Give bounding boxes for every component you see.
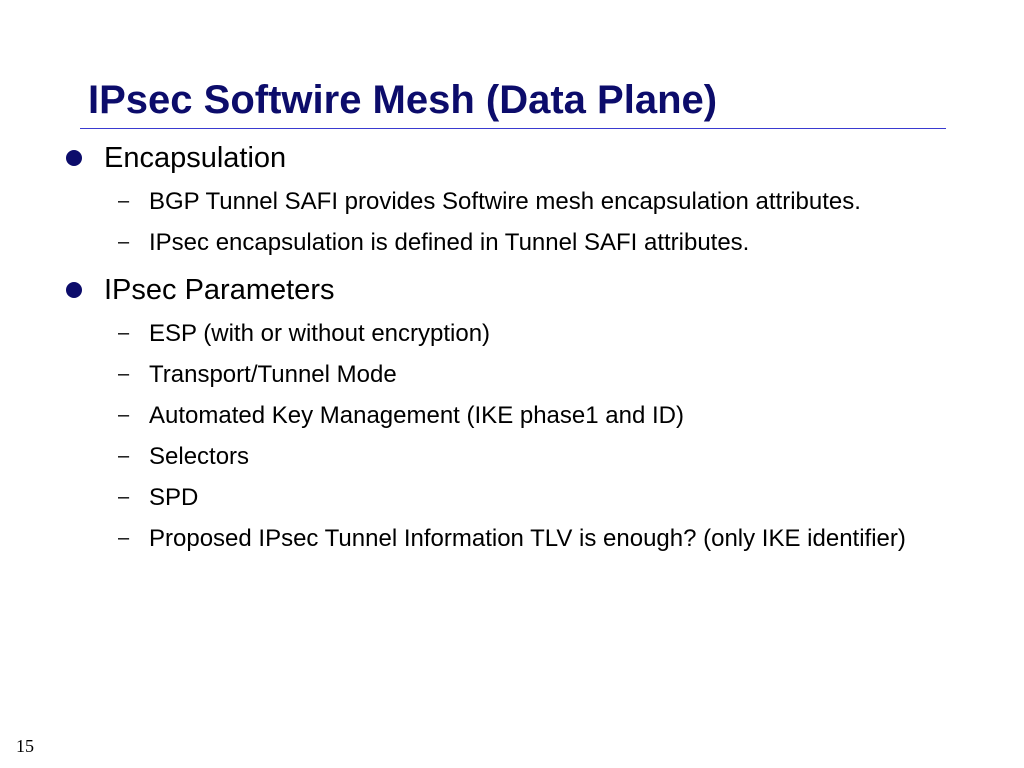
dash-icon: – <box>118 486 130 508</box>
dash-icon: – <box>118 445 130 467</box>
dash-icon: – <box>118 404 130 426</box>
page-number: 15 <box>16 736 34 756</box>
sub-bullet-text: Transport/Tunnel Mode <box>149 361 397 388</box>
bullet-icon <box>66 150 82 166</box>
dash-icon: – <box>118 322 130 344</box>
dash-icon: – <box>118 527 130 549</box>
title-underline <box>80 128 946 129</box>
dash-icon: – <box>118 190 130 212</box>
sub-bullet-text: SPD <box>149 484 199 511</box>
dash-icon: – <box>118 363 130 385</box>
sub-bullet-text: ESP (with or without encryption) <box>149 320 491 347</box>
sub-bullet-text: Automated Key Management (IKE phase1 and ID) <box>149 402 684 429</box>
sub-bullet-text: BGP Tunnel SAFI provides Softwire mesh encapsulation attributes. <box>149 188 861 215</box>
bullet-ipsec-parameters <box>66 272 335 308</box>
bullet-heading: IPsec Parameters <box>104 274 335 306</box>
sub-bullet-text: Selectors <box>149 443 250 470</box>
slide-title: IPsec Softwire Mesh (Data Plane) <box>88 78 718 122</box>
dash-icon: – <box>118 231 130 253</box>
bullet-encapsulation <box>66 140 287 176</box>
sub-bullet-text: IPsec encapsulation is defined in Tunnel SAFI attributes. <box>149 229 750 256</box>
sub-bullet-text: Proposed IPsec Tunnel Information TLV is enough? (only IKE identifier) <box>149 525 906 552</box>
bullet-icon <box>66 282 82 298</box>
bullet-heading: Encapsulation <box>104 142 287 174</box>
